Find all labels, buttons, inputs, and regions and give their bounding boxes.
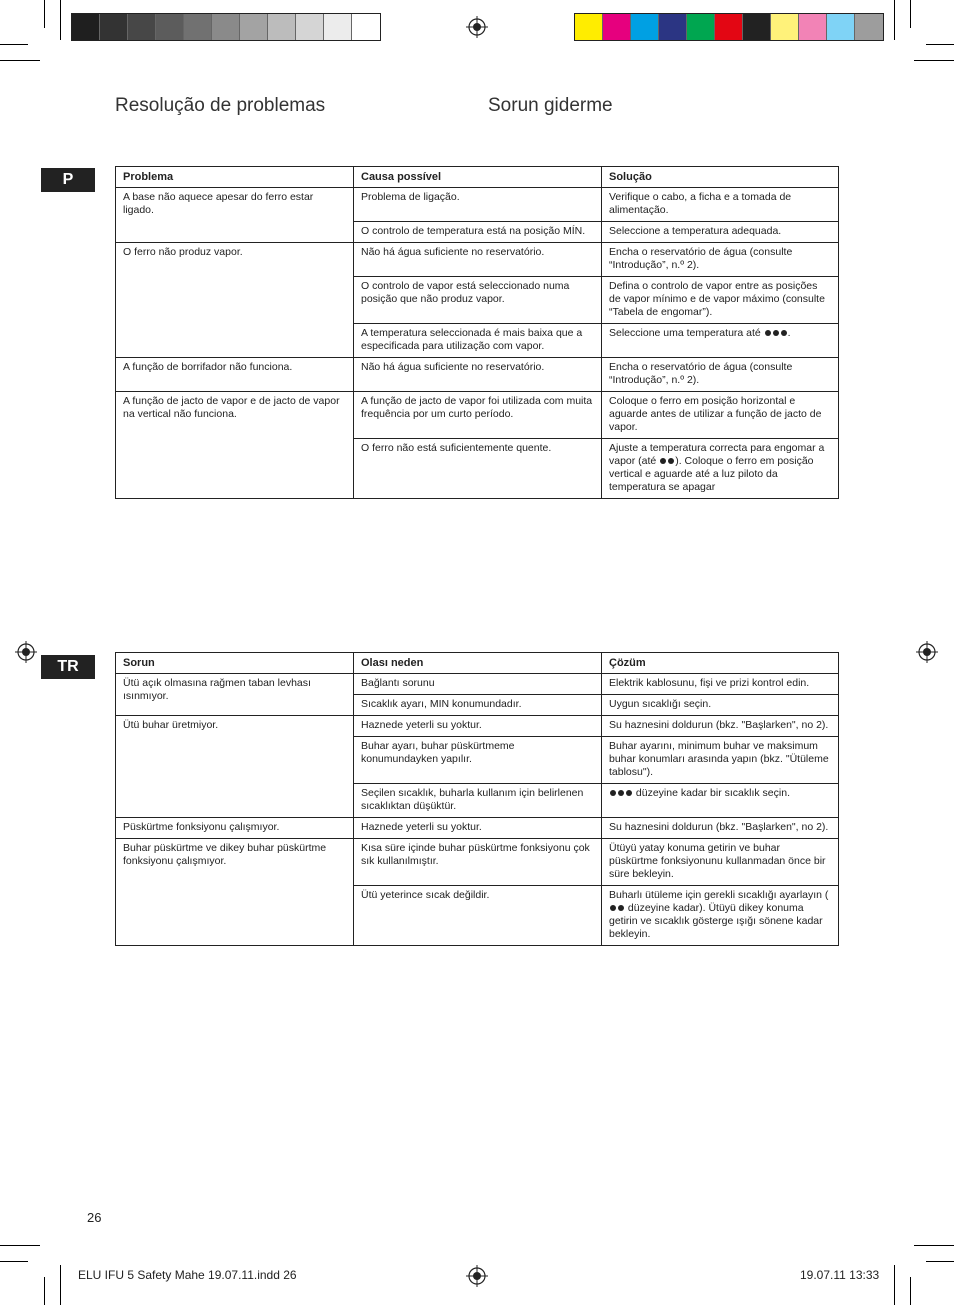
registration-mark-icon [466,16,488,38]
color-swatch [128,14,156,40]
crop-mark [894,1265,895,1305]
cause-cell: Haznede yeterli su yoktur. [354,818,602,839]
temperature-dot [773,330,779,336]
solution-text: Buharlı ütüleme için gerekli sıcaklığı ayarlayın ( [609,889,829,901]
color-swatch [827,14,855,40]
cause-cell: O controlo de temperatura está na posição MÍN. [354,222,602,243]
temperature-dot [618,790,624,796]
color-swatch [855,14,883,40]
crop-mark [44,0,45,28]
table-row [116,392,839,439]
crop-mark [0,60,40,61]
crop-mark [0,44,28,45]
problem-cell: A função de borrifador não funciona. [116,358,354,392]
crop-mark [914,1245,954,1246]
cause-cell: A temperatura seleccionada é mais baixa que a especificada para utilização com vapor. [354,324,602,358]
table-header-row [116,653,839,674]
solution-cell: Coloque o ferro em posição horizontal e aguarde antes de utilizar a função de jacto de vapor. [602,392,839,439]
cause-cell: O controlo de vapor está seleccionado numa posição que não produz vapor. [354,277,602,324]
color-swatch [184,14,212,40]
solution-text: düzeyine kadar). Ütüyü dikey konuma getirin ve sıcaklık gösterge ışığı sönene kadar bekleyin. [609,902,823,940]
problem-cell: Ütü açık olmasına rağmen taban levhası ısınmıyor. [116,674,354,716]
table-row [116,716,839,737]
crop-mark [910,0,911,28]
table-row [116,674,839,695]
column-header: Olası neden [354,653,602,674]
problem-cell: A base não aquece apesar do ferro estar ligado. [116,188,354,243]
column-header: Çözüm [602,653,839,674]
color-swatch [352,14,380,40]
color-swatch [72,14,100,40]
solution-cell: Ütüyü yatay konuma getirin ve buhar püskürtme fonksiyonunu kullanmadan önce bir süre bekleyin. [602,839,839,886]
problem-cell: Ütü buhar üretmiyor. [116,716,354,818]
crop-mark [44,1277,45,1305]
crop-mark [910,1277,911,1305]
temperature-dots-icon [609,902,625,914]
cause-cell: Não há água suficiente no reservatório. [354,358,602,392]
language-tab-tr: TR [41,655,95,679]
process-color-bar [574,13,884,41]
crop-mark [60,1265,61,1305]
temperature-dot [781,330,787,336]
solution-cell: Verifique o cabo, a ficha e a tomada de alimentação. [602,188,839,222]
column-header: Problema [116,167,354,188]
table-header-row [116,167,839,188]
cause-cell: Bağlantı sorunu [354,674,602,695]
color-swatch [771,14,799,40]
temperature-dots-icon [609,787,633,799]
color-swatch [324,14,352,40]
color-swatch [799,14,827,40]
troubleshooting-table-tr [115,652,839,946]
solution-text: . [787,327,791,339]
solution-cell [602,324,839,358]
color-swatch [715,14,743,40]
color-swatch [603,14,631,40]
solution-cell: Su haznesini doldurun (bkz. "Başlarken", no 2). [602,818,839,839]
grayscale-color-bar [71,13,381,41]
solution-cell: Buhar ayarını, minimum buhar ve maksimum buhar konumları arasında yapın (bkz. "Ütüleme tablosu"). [602,737,839,784]
solution-text: düzeyine kadar bir sıcaklık seçin. [633,787,790,799]
temperature-dot [765,330,771,336]
crop-mark [0,1261,28,1262]
color-swatch [659,14,687,40]
color-swatch [212,14,240,40]
solution-cell: Encha o reservatório de água (consulte “Introdução”, n.º 2). [602,243,839,277]
cause-cell: Haznede yeterli su yoktur. [354,716,602,737]
language-tab-pt: P [41,168,95,192]
color-swatch [743,14,771,40]
table-row [116,188,839,222]
footer-file-info: ELU IFU 5 Safety Mahe 19.07.11.indd 26 [78,1268,297,1282]
temperature-dot [660,458,666,464]
problem-cell: Buhar püskürtme ve dikey buhar püskürtme fonksiyonu çalışmıyor. [116,839,354,946]
registration-mark-icon [466,1265,488,1287]
registration-mark-icon [15,641,37,663]
color-swatch [631,14,659,40]
crop-mark [914,60,954,61]
table-row [116,358,839,392]
table-row [116,243,839,277]
color-swatch [268,14,296,40]
crop-mark [0,1245,40,1246]
footer-date: 19.07.11 13:33 [800,1268,880,1282]
solution-cell [602,886,839,946]
solution-cell [602,439,839,499]
solution-text: Ajuste a temperatura correcta para engomar a vapor (até [609,442,825,467]
cause-cell: Ütü yeterince sıcak değildir. [354,886,602,946]
temperature-dot [626,790,632,796]
color-swatch [687,14,715,40]
registration-mark-icon [916,641,938,663]
solution-text: Seleccione uma temperatura até [609,327,764,339]
cause-cell: Não há água suficiente no reservatório. [354,243,602,277]
solution-cell: Uygun sıcaklığı seçin. [602,695,839,716]
problem-cell: A função de jacto de vapor e de jacto de vapor na vertical não funciona. [116,392,354,499]
column-header: Solução [602,167,839,188]
temperature-dot [610,790,616,796]
temperature-dot [610,905,616,911]
cause-cell: Problema de ligação. [354,188,602,222]
cause-cell: Buhar ayarı, buhar püskürtmeme konumundayken yapılır. [354,737,602,784]
cause-cell: A função de jacto de vapor foi utilizada com muita frequência por um curto período. [354,392,602,439]
temperature-dot [668,458,674,464]
heading-turkish: Sorun giderme [488,95,613,116]
cause-cell: Kısa süre içinde buhar püskürtme fonksiyonu çok sık kullanılmıştır. [354,839,602,886]
column-header: Causa possível [354,167,602,188]
temperature-dots-icon [764,327,788,339]
table-row [116,818,839,839]
temperature-dot [618,905,624,911]
solution-cell [602,784,839,818]
crop-mark [926,44,954,45]
crop-mark [60,0,61,40]
cause-cell: Sıcaklık ayarı, MIN konumundadır. [354,695,602,716]
color-swatch [100,14,128,40]
solution-cell: Defina o controlo de vapor entre as posições de vapor mínimo e de vapor máximo (consulte “Tabela de engomar”). [602,277,839,324]
troubleshooting-table-pt [115,166,839,499]
cause-cell: Seçilen sıcaklık, buharla kullanım için belirlenen sıcaklıktan düşüktür. [354,784,602,818]
solution-cell: Seleccione a temperatura adequada. [602,222,839,243]
problem-cell: Püskürtme fonksiyonu çalışmıyor. [116,818,354,839]
problem-cell: O ferro não produz vapor. [116,243,354,358]
color-swatch [156,14,184,40]
cause-cell: O ferro não está suficientemente quente. [354,439,602,499]
color-swatch [296,14,324,40]
crop-mark [894,0,895,40]
solution-text: ). Coloque o ferro em posição vertical e aguarde até a luz piloto da temperatura se apagar [609,455,814,493]
page-number: 26 [87,1210,102,1225]
color-swatch [240,14,268,40]
solution-cell: Elektrik kablosunu, fişi ve prizi kontrol edin. [602,674,839,695]
temperature-dots-icon [659,455,675,467]
solution-cell: Encha o reservatório de água (consulte “Introdução”, n.º 2). [602,358,839,392]
heading-portuguese: Resolução de problemas [115,95,326,116]
table-row [116,839,839,886]
crop-mark [926,1261,954,1262]
color-swatch [575,14,603,40]
column-header: Sorun [116,653,354,674]
solution-cell: Su haznesini doldurun (bkz. "Başlarken", no 2). [602,716,839,737]
